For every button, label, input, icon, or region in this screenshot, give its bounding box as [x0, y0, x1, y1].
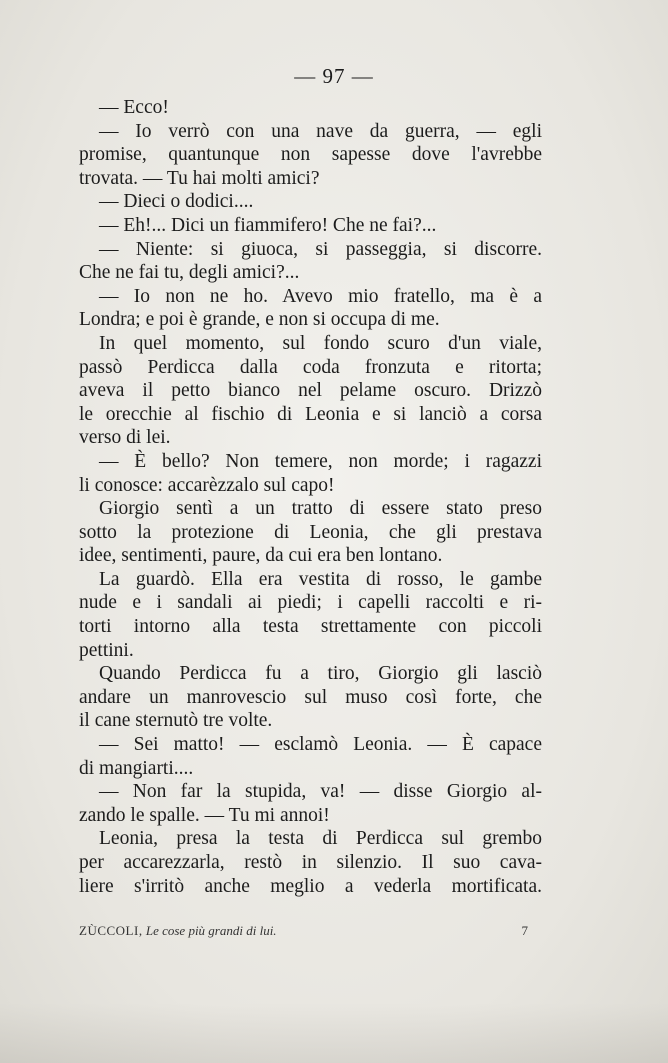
text-line: le orecchie al fischio di Leonia e si lanciò a corsa — [79, 403, 542, 425]
page-footer — [79, 923, 528, 939]
text-line: — Ecco! — [99, 97, 169, 118]
footer-citation — [79, 923, 277, 939]
footer-book-title: Le cose più grandi di lui. — [145, 923, 277, 938]
text-line: Giorgio sentì a un tratto di essere stato preso — [99, 498, 542, 520]
text-line: pettini. — [79, 639, 134, 661]
text-line: idee, sentimenti, paure, da cui era ben lontano. — [79, 545, 443, 567]
text-line: Quando Perdicca fu a tiro, Giorgio gli lasciò — [99, 663, 542, 685]
signature-mark: 7 — [521, 923, 528, 938]
text-line: — Eh!... Dici un fiammifero! Che ne fai?... — [99, 214, 437, 236]
body-text — [79, 96, 542, 898]
text-line: torti intorno alla testa strettamente con piccoli — [79, 616, 542, 638]
text-line: li conosce: accarèzzalo sul capo! — [79, 474, 335, 496]
text-line: di mangiarti.... — [79, 757, 194, 779]
text-line: Che ne fai tu, degli amici?... — [79, 262, 300, 284]
text-line: — Sei matto! — esclamò Leonia. — È capace — [99, 734, 542, 756]
text-line: — Non far la stupida, va! — disse Giorgio al- — [99, 781, 542, 803]
text-line: La guardò. Ella era vestita di rosso, le gambe — [99, 568, 542, 590]
text-line: Leonia, presa la testa di Perdicca sul grembo — [99, 828, 542, 850]
text-line: passò Perdicca dalla coda fronzuta e ritorta; — [79, 356, 542, 378]
text-line: promise, quantunque non sapesse dove l'avrebbe — [79, 144, 542, 166]
text-line: verso di lei. — [79, 427, 171, 449]
text-line: — Io verrò con una nave da guerra, — egli — [99, 120, 542, 142]
page-number: — 97 — — [294, 64, 374, 88]
text-line: Londra; e poi è grande, e non si occupa di me. — [79, 309, 440, 331]
text-line: per accarezzarla, restò in silenzio. Il suo cava- — [79, 852, 542, 873]
footer-author: ZÙCCOLI, — [79, 923, 143, 938]
text-line: — Io non ne ho. Avevo mio fratello, ma è a — [99, 285, 542, 307]
text-line: aveva il petto bianco nel pelame oscuro. Drizzò — [79, 380, 542, 402]
text-line: il cane sternutò tre volte. — [79, 710, 273, 732]
text-line: In quel momento, sul fondo scuro d'un viale, — [99, 332, 542, 354]
text-line: — Dieci o dodici.... — [99, 191, 254, 213]
text-line: — È bello? Non temere, non morde; i ragazzi — [99, 450, 542, 472]
text-line: trovata. — Tu hai molti amici? — [79, 167, 320, 189]
page-shadow — [0, 1003, 668, 1063]
text-line: andare un manrovescio sul muso così forte, che — [79, 686, 542, 708]
text-line: — Niente: si giuoca, si passeggia, si discorre. — [99, 238, 542, 260]
text-line: liere s'irritò anche meglio a vederla mortificata. — [79, 875, 542, 897]
text-line: nude e i sandali ai piedi; i capelli raccolti e ri- — [79, 592, 542, 614]
text-line: zando le spalle. — Tu mi annoi! — [79, 804, 330, 826]
text-line: sotto la protezione di Leonia, che gli prestava — [79, 521, 542, 543]
